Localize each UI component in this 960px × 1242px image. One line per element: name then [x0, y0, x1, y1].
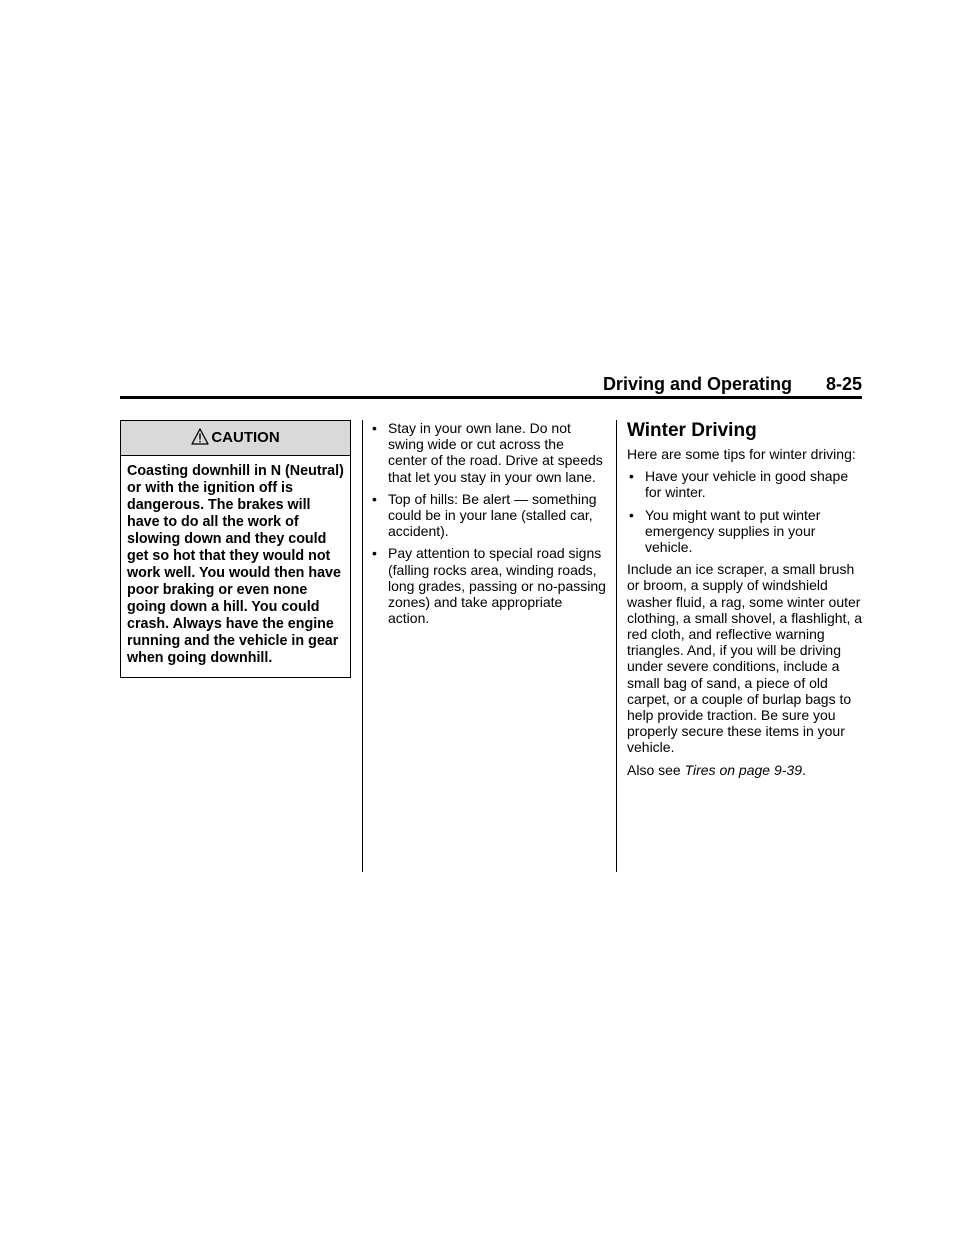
- also-see-prefix: Also see: [627, 761, 685, 778]
- list-item: [370, 491, 606, 540]
- section-title: Driving and Operating: [602, 374, 792, 394]
- list-item: [370, 545, 606, 626]
- page-header: [120, 372, 862, 399]
- also-see-suffix: .: [802, 761, 806, 778]
- list-item-text: Have your vehicle in good shape for winter.: [645, 468, 849, 501]
- bullet-icon: •: [372, 545, 377, 562]
- driving-tips-list: [370, 420, 606, 626]
- caution-label: CAUTION: [211, 429, 280, 446]
- also-see-paragraph: [627, 762, 863, 778]
- list-item-text: You might want to put winter emergency supplies in your vehicle.: [645, 506, 821, 556]
- list-item: [370, 420, 606, 485]
- bullet-icon: •: [372, 420, 377, 436]
- bullet-icon: •: [629, 506, 634, 523]
- column-middle: [370, 420, 606, 632]
- page-number: 8-25: [825, 374, 862, 394]
- column-right: [627, 420, 863, 784]
- caution-heading: [121, 421, 350, 456]
- tires-page-link[interactable]: Tires on page 9-39: [684, 761, 802, 778]
- column-left: [120, 420, 351, 678]
- winter-driving-heading: Winter Driving: [627, 420, 757, 441]
- list-item-text: Pay attention to special road signs (falling rocks area, winding roads, long grades, passing or no-passing zones) and take appropriate action.: [388, 545, 606, 627]
- winter-intro: Here are some tips for winter driving:: [627, 446, 856, 462]
- column-divider: [616, 420, 617, 872]
- column-divider: [362, 420, 363, 872]
- bullet-icon: •: [629, 468, 634, 485]
- caution-text: Coasting downhill in N (Neutral) or with the ignition off is dangerous. The brakes will have to do all the work of slowing down and they could get so hot that they would not work well. You would then have poor braking or even none going down a hill. You could crash. Always have the engine running and the vehicle in gear when going downhill.: [127, 463, 344, 666]
- winter-tips-list: [627, 468, 863, 555]
- bullet-icon: •: [372, 490, 377, 507]
- warning-triangle-icon: [191, 428, 209, 445]
- list-item-text: Top of hills: Be alert — something could be in your lane (stalled car, accident).: [388, 490, 597, 540]
- list-item-text: Stay in your own lane. Do not swing wide or cut across the center of the road. Drive at speeds that let you stay in your own lane.: [388, 420, 603, 485]
- winter-supplies-paragraph: Include an ice scraper, a small brush or broom, a supply of windshield washer fluid, a rag, some winter outer clothing, a small shovel, a flashlight, a red cloth, and reflective warning triangles. And, if you will be driving under severe conditions, include a small bag of sand, a piece of old carpet, or a couple of burlap bags to help provide traction. Be sure you properly secure these items in your vehicle.: [627, 561, 863, 756]
- list-item: [627, 507, 863, 556]
- caution-box: [120, 420, 351, 678]
- list-item: [627, 468, 863, 500]
